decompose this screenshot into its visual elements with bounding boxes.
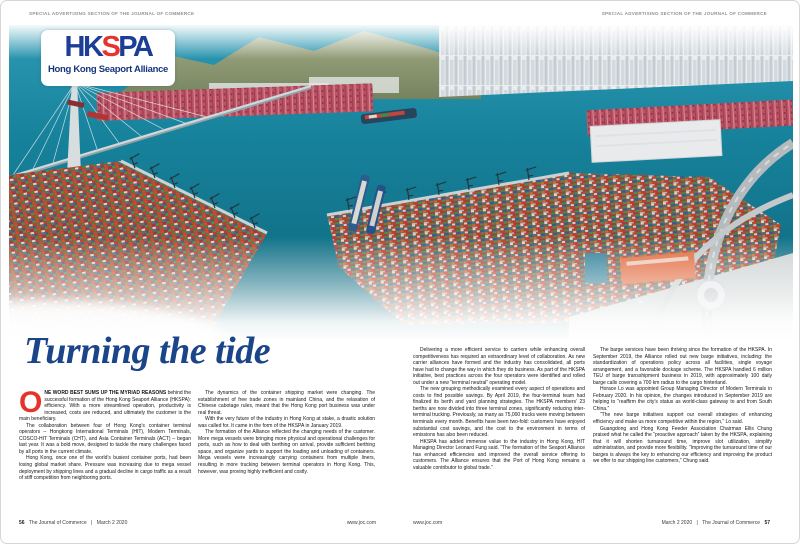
article-column-3 xyxy=(413,347,585,471)
paragraph: The new grouping methodically examined every aspect of operations and costs to find possible savings. By April 2019, the four-terminal team had finalized its berth and yard planning strategies. The HKSPA members’ 23 berths are now divided into three terminal zones, significantly reducing inter-terminal trucking. Previously, as many as 75,000 trucks were moving between terminals every month. Benefits have been two-fold: customers have enjoyed substantial cost savings, and the cost to the environment in terms of emissions has also been reduced. xyxy=(413,386,585,439)
footer-right-website: www.joc.com xyxy=(413,520,443,526)
logo-letter: K xyxy=(83,31,102,63)
header-left-text: SPECIAL ADVERTISING SECTION OF THE JOURNAL OF COMMERCE xyxy=(29,11,195,16)
footer-left xyxy=(19,520,130,526)
article-column-4 xyxy=(593,347,772,465)
footer-separator: | xyxy=(91,520,93,526)
logo-acronym xyxy=(41,33,175,62)
logo-letter: S xyxy=(101,31,119,63)
paragraph: HKSPA has added immense value to the industry in Hong Kong, HIT Managing Director Leonard Fung said. “The formation of the Seaport Alliance has enhanced efficiencies and improved the overall service offering to customers. The Alliance ensures that the Port of Hong Kong remains a valuable contributor to global trade.” xyxy=(413,438,585,471)
paragraph: The collaboration between four of Hong Kong’s container terminal operators – Hongkong International Terminals (HIT), Modern Terminals, COSCO-HIT Terminals (CHT), and Asia Container Terminals (ACT) – began last year. It was a bold move, designed to tackle the many challenges faced by all ports in the current climate. xyxy=(19,422,191,455)
hkspa-logo xyxy=(41,30,175,86)
paragraph: Guangdong and Hong Kong Feeder Association Chairman Ellis Chung praised what he called the “proactive approach” taken by the HKSPA, explaining that it will shorten turnaround time, improve slot utilization, simplify administration, and provide more flexibility. “Improving the turnaround time of our barges is always the key to enhancing our efficiency and improving the product we offer to our shipping line customers,” Chung said. xyxy=(593,425,772,465)
issue-date: March 2 2020 xyxy=(96,520,128,526)
publication-name: The Journal of Commerce xyxy=(28,520,87,526)
logo-letter: H xyxy=(64,31,83,63)
header-right-text: SPECIAL ADVERTISING SECTION OF THE JOURNAL OF COMMERCE xyxy=(601,11,767,16)
article-column-1 xyxy=(19,386,191,482)
paragraph: The barge services have been thriving since the formation of the HKSPA. In September 2019, the Alliance rolled out new barge initiatives, including: the standardization of operations policy across all facilities, single voyage arrangement, and a favorable dockage scheme. The HKSPA handled 6 million TEU of barge transshipment business in 2019, with approximately 100 daily barge calls covering a 700 km radius to the cargo hinterland. xyxy=(593,347,772,386)
logo-letter: A xyxy=(133,31,152,63)
article-title: Turning the tide xyxy=(24,330,271,372)
paragraph: Delivering a more efficient service to carriers while enhancing overall competitiveness has required an extraordinary level of collaboration. As new carrier alliances have formed and the industry has consolidated, all ports have had to change the way in which they do business. As part of the HKSPA initiative, best practices across the four operators were identified and rolled out under a new “terminal neutral” operating model. xyxy=(413,347,585,386)
publication-name: The Journal of Commerce xyxy=(702,520,761,526)
page-number-left: 56 xyxy=(19,520,25,526)
footer-separator: | xyxy=(696,520,698,526)
paragraph: Horace Lo was appointed Group Managing Director of Modern Terminals in February 2020. In his opinion, the changes introduced in September 2019 are helping to “reaffirm the city’s status as world-class gateway to and from South China.” xyxy=(593,386,772,412)
opening-rest: behind the successful formation of the Hong Kong Seaport Alliance (HKSPA): efficiency. With a more streamlined operation, productivity is increased, costs are reduced, and ultimately the customer is the main beneficiary. xyxy=(19,390,191,423)
paragraph: Hong Kong, once one of the world’s busiest container ports, had been losing global market share. Pressure was increasing due to mega vessel deployment by shipping lines and a gradual decline in cargo traffic as a result of stiff competition from neighboring ports. xyxy=(19,455,191,482)
logo-name: Hong Kong Seaport Alliance xyxy=(47,64,169,75)
footer-left-website: www.joc.com xyxy=(346,520,376,526)
opening-paragraph xyxy=(19,386,191,423)
article-column-2 xyxy=(198,390,375,475)
issue-date: March 2 2020 xyxy=(661,520,693,526)
paragraph: “The new barge initiatives support our overall strategies of enhancing efficiency and make us more competitive within the region,” Lo said. xyxy=(593,412,772,426)
footer-right xyxy=(659,520,770,526)
paragraph: The formation of the Alliance reflected the changing needs of the customer. More mega vessels were bringing more physical and operational challenges for ports, such as how to deal with berthing on arrival, provide sufficient berthing space, and organize yards to support the loading and unloading of containers. Mega vessels were increasingly carrying containers from multiple liners, resulting in more trucking between terminal operators in Hong Kong. This, however, was proving highly inefficient and costly. xyxy=(198,429,375,475)
logo-letter: P xyxy=(118,31,133,63)
paragraph: The dynamics of the container shipping market were changing. The establishment of free trade zones in mainland China, and the relaxation of Chinese cabotage rules, meant that the Hong Kong port business was under real threat. xyxy=(198,390,375,416)
page-number-right: 57 xyxy=(764,520,770,526)
paragraph: With the very future of the industry in Hong Kong at stake, a drastic solution was called for. It came in the form of the HKSPA in January 2019. xyxy=(198,416,375,429)
drop-cap: O xyxy=(19,386,43,419)
opening-lead: NE WORD BEST SUMS UP THE MYRIAD REASONS xyxy=(44,390,167,396)
